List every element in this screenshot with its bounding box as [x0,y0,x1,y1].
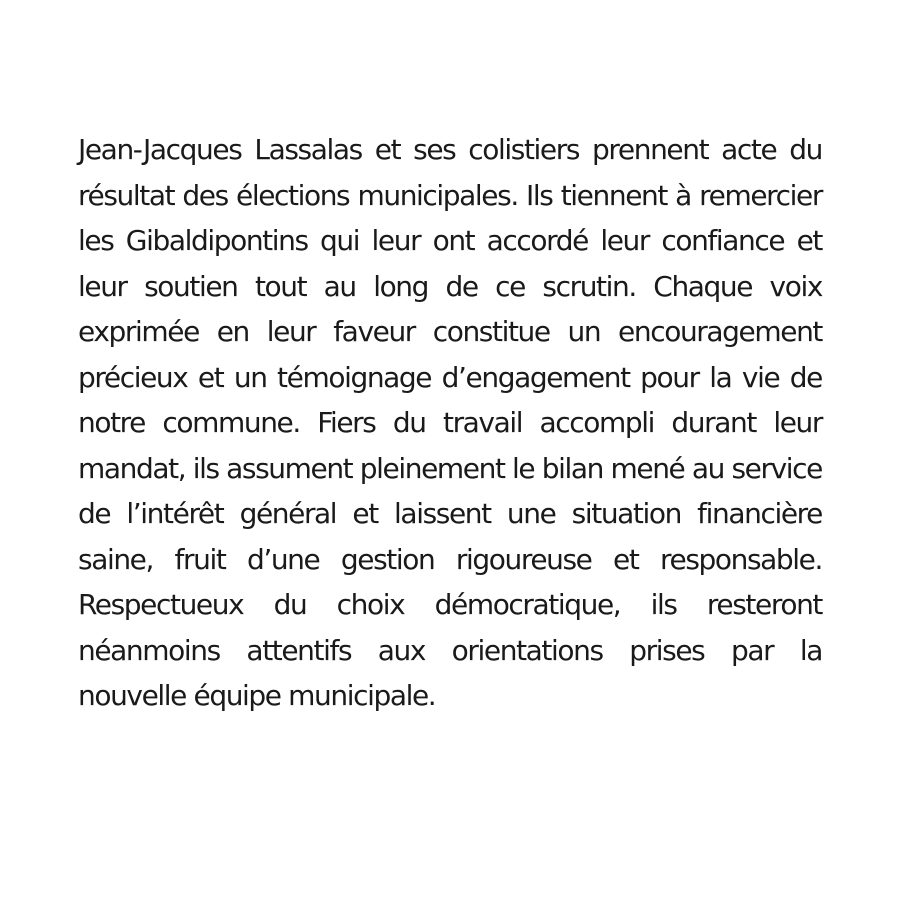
statement-paragraph: Jean-Jacques Lassalas et ses colistiers prennent acte du résultat des élections municipales. Ils tiennent à remercier les Gibaldipontins qui leur ont accordé leur confiance et leur soutien tout au long de ce scrutin. Chaque voix exprimée en leur faveur constitue un encouragement précieux et un témoignage d’engagement pour la vie de notre commune. Fiers du travail accompli durant leur mandat, ils assument pleinement le bilan mené au service de l’intérêt général et laissent une situation financière saine, fruit d’une gestion rigoureuse et responsable. Respectueux du choix démocratique, ils resteront néanmoins attentifs aux orientations prises par la nouvelle équipe municipale. [78,133,822,712]
